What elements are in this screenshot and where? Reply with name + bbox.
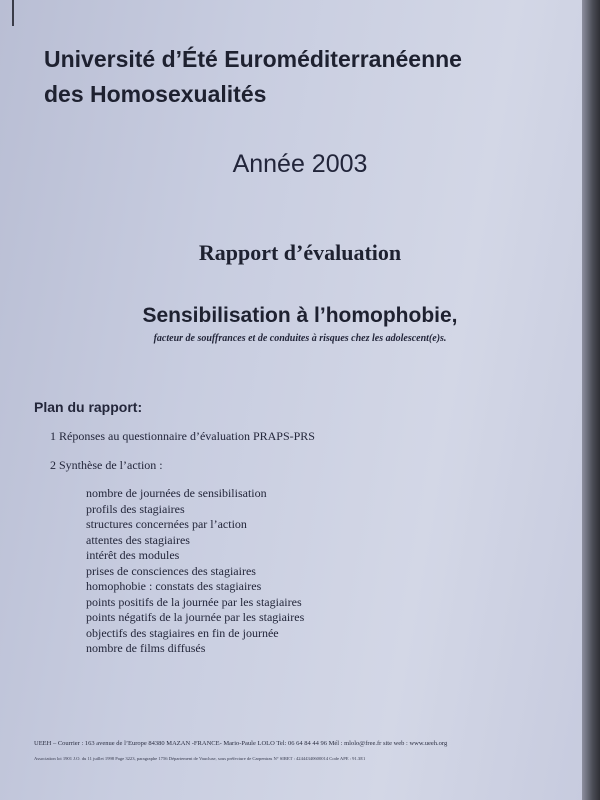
title-line-1: Université d’Été Euroméditerranéenne (44, 46, 462, 72)
report-title: Rapport d’évaluation (198, 240, 402, 265)
footer-contact: UEEH – Courrier : 163 avenue de l’Europe 84380 MAZAN -FRANCE- Mario-Paule LOLO Tel: 06 64 84 44 96 Mél : mlolo@free.fr site web : www.ueeh.org (34, 740, 448, 747)
plan-heading: Plan du rapport: (34, 399, 143, 415)
list-item: homophobie : constats des stagiaires (86, 579, 262, 593)
list-item: profils des stagiaires (86, 501, 185, 516)
list-item: nombre de journées de sensibilisation (86, 486, 267, 500)
footer-legal: Association loi 1901 J.O. du 11 juillet 1998 Page 3223, paragraphe 1756 Département de Vaucluse, sous préfecture de Carpentras N° SIRET : 42444340600014 Code APE : 91.3E1 (34, 756, 366, 761)
document-title (44, 42, 564, 112)
year-heading: Année 2003 (232, 150, 368, 178)
list-item: prises de consciences des stagiaires (86, 563, 256, 578)
plan-section-2: 2 Synthèse de l’action : (50, 458, 163, 472)
subject-subtitle: facteur de souffrances et de conduites à risques chez les adolescent(e)s. (153, 333, 447, 344)
pen-mark (12, 0, 14, 26)
list-item: intérêt des modules (86, 548, 180, 562)
list-item: structures concernées par l’action (86, 517, 247, 531)
title-line-2: des Homosexualités (44, 81, 267, 107)
list-item: objectifs des stagiaires en fin de journée (86, 625, 279, 640)
list-item: points négatifs de la journée par les stagiaires (86, 610, 305, 624)
plan-item-list (86, 486, 304, 657)
page-edge-shadow (582, 0, 600, 800)
plan-section-1: 1 Réponses au questionnaire d’évaluation PRAPS-PRS (50, 429, 315, 443)
subject-heading: Sensibilisation à l’homophobie, (142, 304, 458, 327)
list-item: nombre de films diffusés (86, 641, 206, 655)
list-item: points positifs de la journée par les stagiaires (86, 594, 302, 609)
list-item: attentes des stagiaires (86, 532, 190, 547)
